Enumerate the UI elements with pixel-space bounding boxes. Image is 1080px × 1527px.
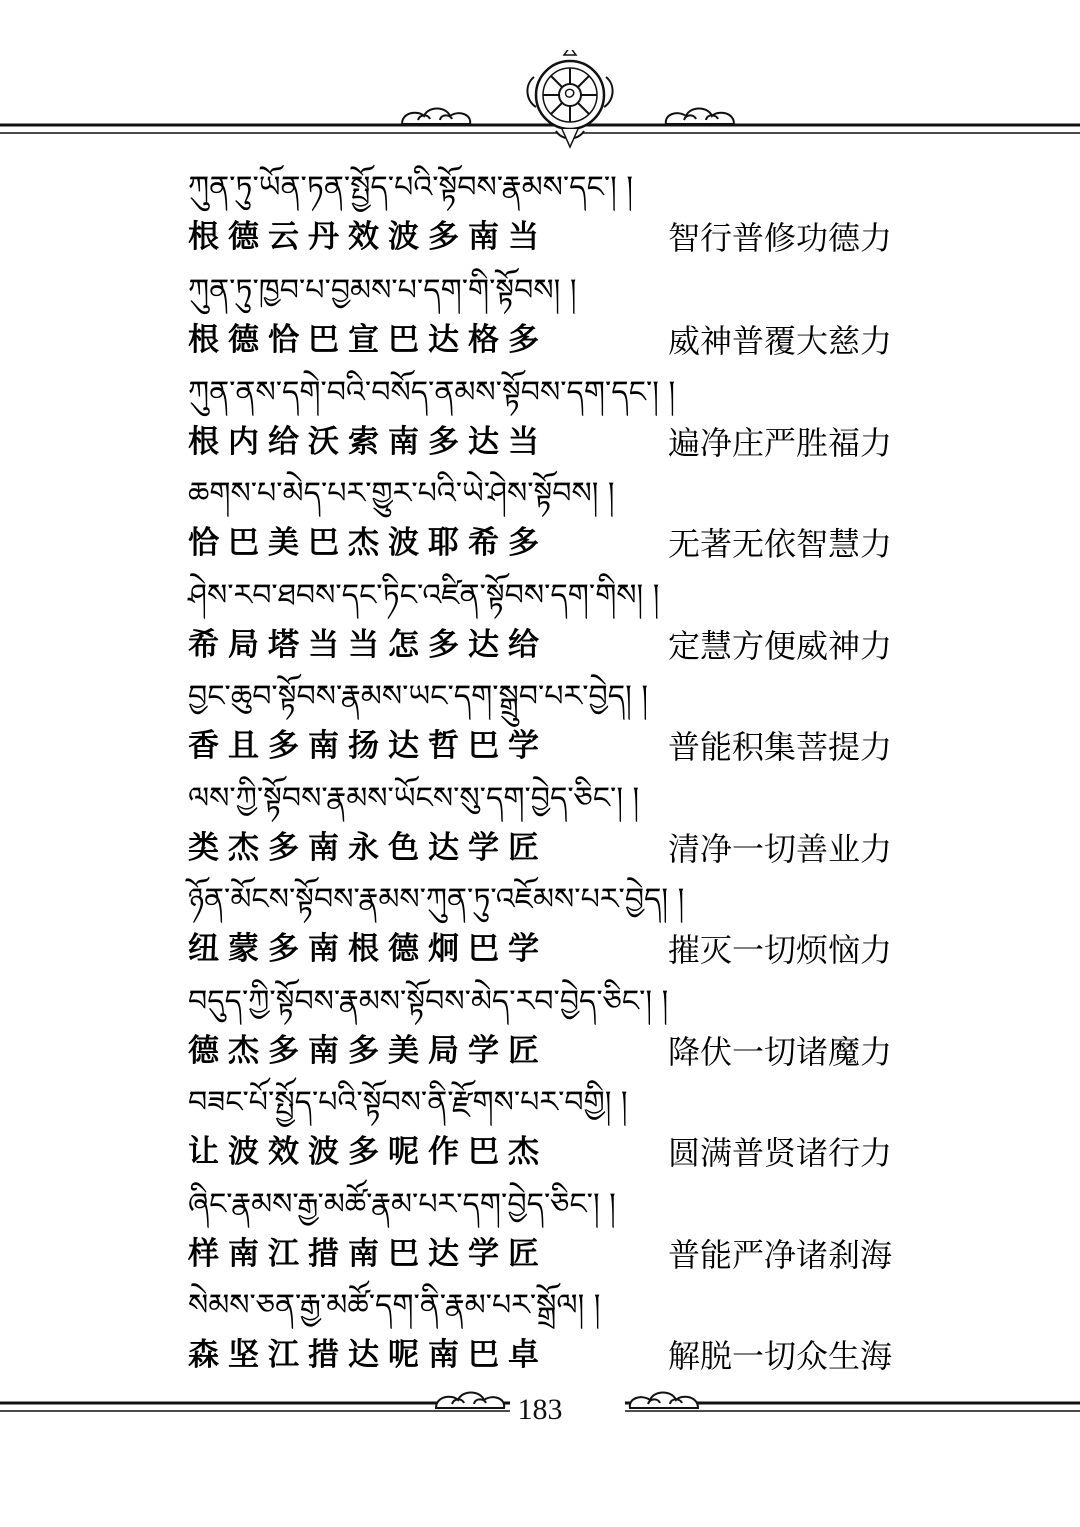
chinese-line: 定慧方便威神力 bbox=[667, 627, 892, 665]
transliteration-line: 森坚江措达呢南巴卓 bbox=[188, 1337, 548, 1373]
transliteration-line: 希局塔当当怎多达给 bbox=[188, 627, 548, 663]
transliteration-line: 香且多南扬达哲巴学 bbox=[188, 728, 548, 764]
transliteration-line: 样南江措南巴达学匠 bbox=[188, 1236, 548, 1272]
tibetan-line: སེམས་ཅན་རྒྱ་མཚོ་དག་ནི་རྣམ་པར་སྒྲོལ། ། bbox=[188, 1288, 601, 1323]
transliteration-line: 纽蒙多南根德炯巴学 bbox=[188, 931, 548, 967]
tibetan-line: ཉོན་མོངས་སྟོབས་རྣམས་ཀུན་ཏུ་འཇོམས་པར་བྱེད། ། bbox=[188, 882, 685, 917]
chinese-line: 摧灭一切烦恼力 bbox=[667, 931, 892, 969]
chinese-line: 清净一切善业力 bbox=[667, 830, 892, 868]
chinese-line: 解脱一切众生海 bbox=[667, 1337, 892, 1375]
chinese-line: 智行普修功德力 bbox=[667, 219, 892, 257]
tibetan-line: ལས་ཀྱི་སྟོབས་རྣམས་ཡོངས་སུ་དག་བྱེད་ཅིང་། ། bbox=[188, 781, 640, 816]
chinese-line: 普能积集菩提力 bbox=[667, 728, 892, 766]
transliteration-line: 根德云丹效波多南当 bbox=[188, 219, 548, 255]
chinese-line: 无著无依智慧力 bbox=[667, 525, 892, 563]
transliteration-line: 类杰多南永色达学匠 bbox=[188, 830, 548, 866]
tibetan-line: བྱང་ཆུབ་སྟོབས་རྣམས་ཡང་དག་སྒྲུབ་པར་བྱེད། ། bbox=[188, 679, 648, 714]
footer-right-cloud-icon bbox=[630, 1393, 698, 1409]
transliteration-line: 让波效波多呢作巴杰 bbox=[188, 1134, 548, 1170]
chinese-line: 圆满普贤诸行力 bbox=[667, 1134, 892, 1172]
tibetan-line: ཀུན་ཏུ་ཁྱབ་པ་བྱམས་པ་དག་གི་སྟོབས། ། bbox=[188, 273, 577, 308]
tibetan-line: ཀུན་ནས་དགེ་བའི་བསོད་ནམས་སྟོབས་དག་དང་། ། bbox=[188, 375, 676, 410]
tibetan-line: ཞིང་རྣམས་རྒྱ་མཚོ་རྣམ་པར་དག་བྱེད་ཅིང་། ། bbox=[188, 1187, 616, 1222]
chinese-line: 遍净庄严胜福力 bbox=[667, 424, 892, 462]
tibetan-line: ཀུན་ཏུ་ཡོན་ཏན་སྤྱོད་པའི་སྟོབས་རྣམས་དང་། ། bbox=[188, 170, 634, 205]
chinese-line: 威神普覆大慈力 bbox=[667, 322, 892, 360]
tibetan-line: ཤེས་རབ་ཐབས་དང་ཏིང་འཛིན་སྟོབས་དག་གིས། ། bbox=[188, 578, 660, 613]
page-number: 183 bbox=[517, 1393, 563, 1426]
tibetan-line: བདུད་ཀྱི་སྟོབས་རྣམས་སྟོབས་མེད་རབ་བྱེད་ཅིང་། ། bbox=[188, 984, 669, 1019]
transliteration-line: 德杰多南多美局学匠 bbox=[188, 1033, 548, 1069]
chinese-line: 普能严净诸刹海 bbox=[667, 1236, 892, 1274]
chinese-line: 降伏一切诸魔力 bbox=[667, 1033, 892, 1071]
tibetan-line: བཟང་པོ་སྤྱོད་པའི་སྟོབས་ནི་རྫོགས་པར་བགྱི། ། bbox=[188, 1085, 628, 1120]
transliteration-line: 根德恰巴宣巴达格多 bbox=[188, 322, 548, 358]
transliteration-line: 恰巴美巴杰波耶希多 bbox=[188, 525, 548, 561]
tibetan-line: ཆགས་པ་མེད་པར་གྱུར་པའི་ཡེ་ཤེས་སྟོབས། ། bbox=[188, 476, 615, 511]
transliteration-line: 根内给沃索南多达当 bbox=[188, 424, 548, 460]
